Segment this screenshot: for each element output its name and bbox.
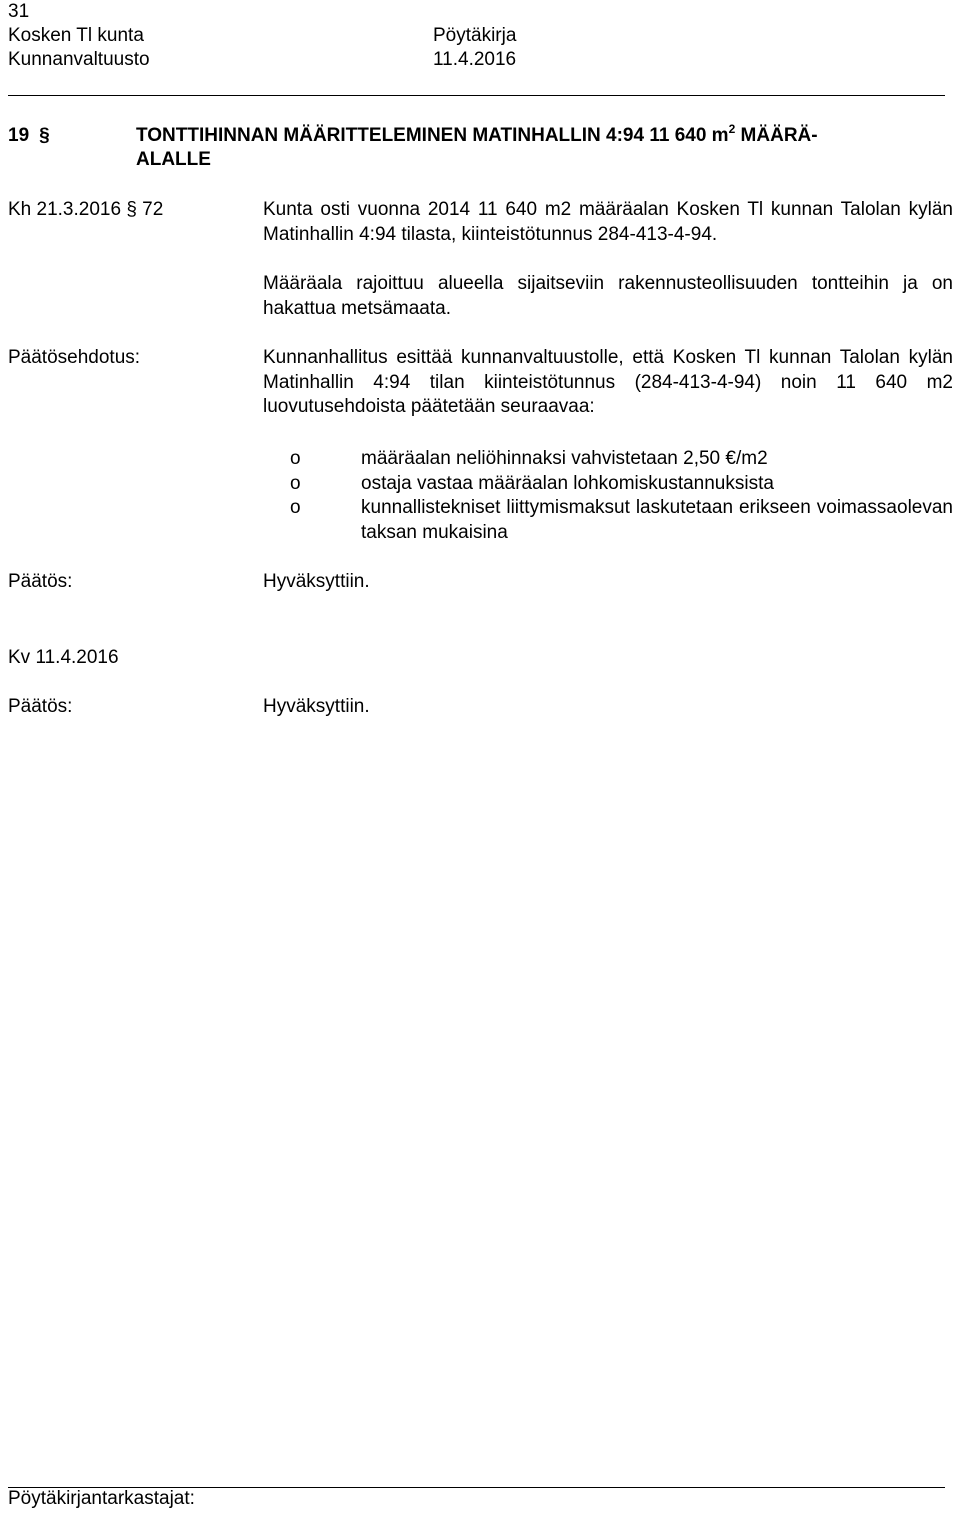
bullet-marker: o <box>290 473 301 494</box>
section-number: 19 <box>8 125 30 146</box>
kv-decision-text: Hyväksyttiin. <box>263 696 370 717</box>
section-symbol: § <box>39 125 50 146</box>
list-item: ostaja vastaa määräalan lohkomiskustannuksista <box>361 473 774 494</box>
section-heading-number <box>8 124 50 148</box>
kv-reference: Kv 11.4.2016 <box>8 647 119 668</box>
header-divider <box>8 95 945 96</box>
section-title: TONTTIHINNAN MÄÄRITTELEMINEN MATINHALLIN 4:94 11 640 $m^2$ MÄÄRÄ- <box>136 122 818 146</box>
section-title-continued: ALALLE <box>136 149 211 170</box>
proposal-label: Päätösehdotus: <box>8 347 141 368</box>
bullet-marker: o <box>290 448 301 469</box>
organization-name: Kosken Tl kunta <box>8 25 144 46</box>
list-item: määräalan neliöhinnaksi vahvistetaan 2,50 €/m2 <box>361 448 768 469</box>
signers-label: Pöytäkirjantarkastajat: <box>8 1488 195 1509</box>
meeting-date: 11.4.2016 <box>433 49 517 70</box>
page-number: 31 <box>8 1 30 22</box>
bullet-marker: o <box>290 497 301 518</box>
kh-reference: Kh 21.3.2016 § 72 <box>8 199 164 220</box>
superscript-two: 2 <box>728 122 736 136</box>
list-item: kunnallistekniset liittymismaksut laskutetaan erikseen voimassaolevan taksan mukaisina <box>361 497 953 543</box>
kh-decision-text: Hyväksyttiin. <box>263 571 370 592</box>
document-type: Pöytäkirja <box>433 25 517 46</box>
kh-paragraph-purchase: Kunta osti vuonna 2014 11 640 m2 määräalan Kosken Tl kunnan Talolan kylän Matinhallin 4:94 tilasta, kiinteistötunnus 284-413-4-94. <box>263 199 953 245</box>
body-name: Kunnanvaltuusto <box>8 49 150 70</box>
proposal-text: Kunnanhallitus esittää kunnanvaltuustolle, että Kosken Tl kunnan Talolan kylän Matinhallin 4:94 tilan kiinteistötunnus (284-413-4-94) noin 11 640 m2 luovutusehdoista päätetään seuraavaa: <box>263 347 953 417</box>
kv-decision-label: Päätös: <box>8 696 73 717</box>
kh-decision-label: Päätös: <box>8 571 73 592</box>
kh-paragraph-area: Määräala rajoittuu alueella sijaitseviin rakennusteollisuuden tontteihin ja on hakattua metsämaata. <box>263 273 953 319</box>
